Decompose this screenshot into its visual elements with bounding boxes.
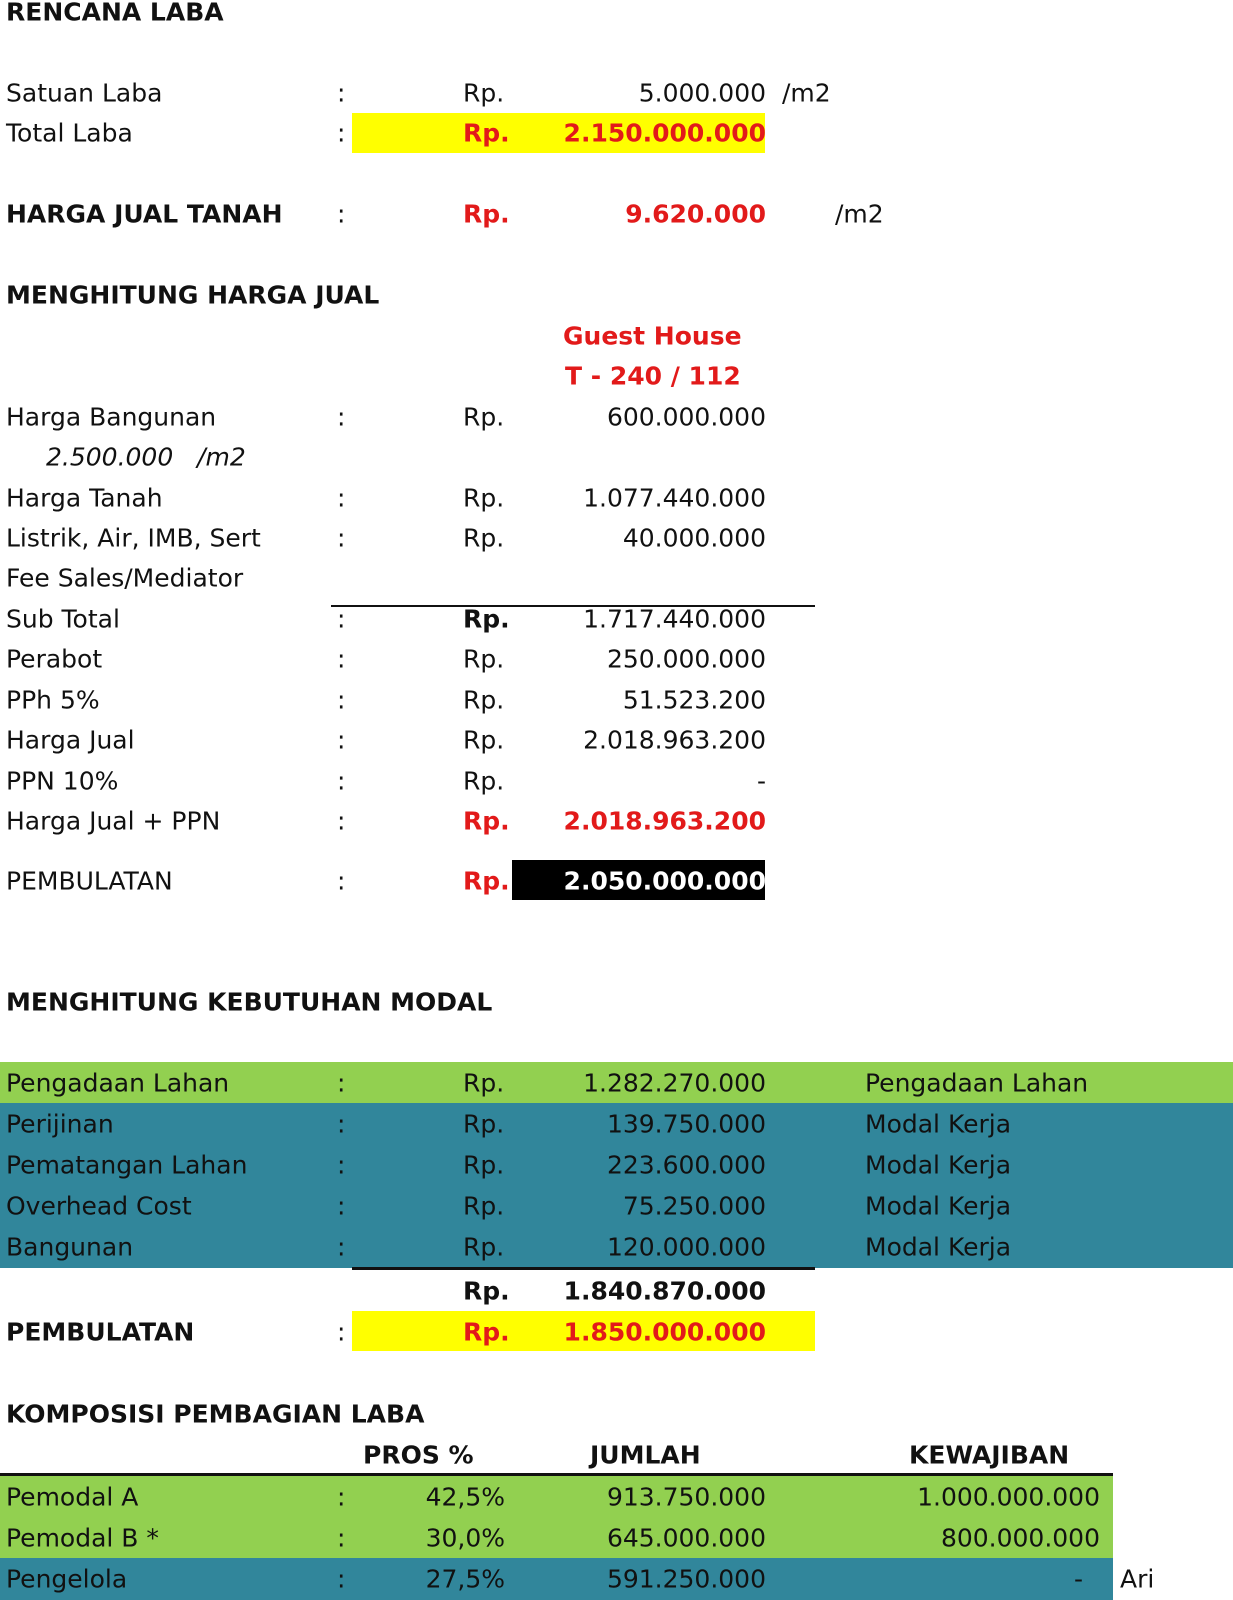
row-label: Harga Tanah bbox=[6, 483, 163, 512]
row-category: Pengadaan Lahan bbox=[865, 1068, 1089, 1097]
currency-label: Rp. bbox=[463, 1150, 505, 1179]
row-value: 1.077.440.000 bbox=[583, 483, 766, 512]
currency-label: Rp. bbox=[463, 766, 505, 795]
jumlah-value: 913.750.000 bbox=[606, 1482, 766, 1511]
currency-label: Rp. bbox=[463, 1276, 510, 1305]
product-type: T - 240 / 112 bbox=[565, 361, 741, 390]
pph-row bbox=[0, 679, 1233, 720]
kebutuhan-modal-title: MENGHITUNG KEBUTUHAN MODAL bbox=[6, 987, 493, 1016]
colon: : bbox=[337, 78, 346, 107]
harga-bangunan-rate-row bbox=[0, 436, 1233, 477]
product-name-row bbox=[0, 315, 1233, 356]
komposisi-title: KOMPOSISI PEMBAGIAN LABA bbox=[6, 1399, 425, 1428]
harga-jual-row bbox=[0, 719, 1233, 760]
colon: : bbox=[337, 483, 346, 512]
currency-label: Rp. bbox=[463, 199, 510, 228]
row-value: 2.018.963.200 bbox=[563, 806, 766, 835]
row-category: Modal Kerja bbox=[865, 1109, 1012, 1138]
currency-label: Rp. bbox=[463, 604, 510, 633]
row-value: 2.018.963.200 bbox=[583, 725, 766, 754]
perabot-row bbox=[0, 638, 1233, 679]
jumlah-value: 591.250.000 bbox=[606, 1564, 766, 1593]
row-label: Harga Jual + PPN bbox=[6, 806, 221, 835]
harga-jual-tanah-row bbox=[0, 193, 1233, 234]
currency-label: Rp. bbox=[463, 644, 505, 673]
currency-label: Rp. bbox=[463, 1232, 505, 1261]
harga-jual-tanah-value: 9.620.000 bbox=[625, 199, 766, 228]
fee-sales-row bbox=[0, 557, 1233, 598]
pembulatan-harga-value: 2.050.000.000 bbox=[563, 866, 766, 895]
colon: : bbox=[337, 1317, 346, 1346]
colon: : bbox=[337, 725, 346, 754]
pros-value: 27,5% bbox=[425, 1564, 505, 1593]
row-note: Ari bbox=[1120, 1564, 1155, 1593]
komposisi-row bbox=[0, 1476, 1233, 1517]
harga-jual-tanah-unit: /m2 bbox=[835, 199, 884, 228]
satuan-laba-value: 5.000.000 bbox=[638, 78, 766, 107]
total-laba-row bbox=[0, 112, 1233, 153]
row-label: Pematangan Lahan bbox=[6, 1150, 248, 1179]
row-value: 51.523.200 bbox=[622, 685, 766, 714]
modal-row bbox=[0, 1062, 1233, 1103]
modal-row bbox=[0, 1103, 1233, 1144]
row-label: PPh 5% bbox=[6, 685, 100, 714]
currency-label: Rp. bbox=[463, 1191, 505, 1220]
modal-total-row bbox=[0, 1270, 1233, 1311]
satuan-laba-label: Satuan Laba bbox=[6, 78, 163, 107]
row-value: 139.750.000 bbox=[606, 1109, 766, 1138]
menghitung-harga-jual-title: MENGHITUNG HARGA JUAL bbox=[6, 280, 380, 309]
currency-label: Rp. bbox=[463, 725, 505, 754]
harga-tanah-row bbox=[0, 477, 1233, 518]
currency-label: Rp. bbox=[463, 483, 505, 512]
total-laba-label: Total Laba bbox=[6, 118, 133, 147]
row-category: Modal Kerja bbox=[865, 1191, 1012, 1220]
currency-label: Rp. bbox=[463, 866, 510, 895]
currency-label: Rp. bbox=[463, 806, 510, 835]
colon: : bbox=[337, 118, 346, 147]
row-value: - bbox=[756, 766, 766, 795]
currency-label: Rp. bbox=[463, 1317, 510, 1346]
row-label: Perijinan bbox=[6, 1109, 114, 1138]
komposisi-title-row bbox=[0, 1393, 1233, 1434]
row-category: Modal Kerja bbox=[865, 1150, 1012, 1179]
row-value: 120.000.000 bbox=[606, 1232, 766, 1261]
colon: : bbox=[337, 1232, 346, 1261]
colon: : bbox=[337, 402, 346, 431]
currency-label: Rp. bbox=[463, 118, 510, 147]
modal-pembulatan-value: 1.850.000.000 bbox=[563, 1317, 766, 1346]
sub-total-row bbox=[0, 598, 1233, 639]
modal-row bbox=[0, 1185, 1233, 1226]
row-value: 1.717.440.000 bbox=[583, 604, 766, 633]
colon: : bbox=[337, 644, 346, 673]
currency-label: Rp. bbox=[463, 78, 505, 107]
row-label: Bangunan bbox=[6, 1232, 134, 1261]
colon: : bbox=[337, 766, 346, 795]
colon: : bbox=[337, 199, 346, 228]
currency-label: Rp. bbox=[463, 523, 505, 552]
row-value: 250.000.000 bbox=[606, 644, 766, 673]
colon: : bbox=[337, 1109, 346, 1138]
row-label: Harga Bangunan bbox=[6, 402, 217, 431]
pembulatan-harga-row bbox=[0, 860, 1233, 901]
ppn-row bbox=[0, 760, 1233, 801]
modal-pembulatan-label: PEMBULATAN bbox=[6, 1317, 195, 1346]
menghitung-harga-jual-title-row bbox=[0, 274, 1233, 315]
colon: : bbox=[337, 523, 346, 552]
colon: : bbox=[337, 1482, 346, 1511]
modal-total-value: 1.840.870.000 bbox=[563, 1276, 766, 1305]
colon: : bbox=[337, 1523, 346, 1552]
pros-header: PROS % bbox=[363, 1440, 474, 1469]
harga-jual-ppn-row bbox=[0, 800, 1233, 841]
kewajiban-header: KEWAJIBAN bbox=[909, 1440, 1070, 1469]
pros-value: 42,5% bbox=[425, 1482, 505, 1511]
row-label: PEMBULATAN bbox=[6, 866, 173, 895]
row-label: Pengelola bbox=[6, 1564, 128, 1593]
pros-value: 30,0% bbox=[425, 1523, 505, 1552]
product-name: Guest House bbox=[563, 321, 742, 350]
row-value: 600.000.000 bbox=[606, 402, 766, 431]
bangunan-rate-note: 2.500.000 /m2 bbox=[46, 442, 246, 471]
row-value: 75.250.000 bbox=[622, 1191, 766, 1220]
currency-label: Rp. bbox=[463, 685, 505, 714]
colon: : bbox=[337, 1191, 346, 1220]
row-label: Perabot bbox=[6, 644, 103, 673]
colon: : bbox=[337, 604, 346, 633]
listrik-row bbox=[0, 517, 1233, 558]
satuan-laba-unit: /m2 bbox=[782, 78, 831, 107]
jumlah-header: JUMLAH bbox=[590, 1440, 701, 1469]
rencana-laba-title: RENCANA LABA bbox=[6, 0, 224, 26]
row-value: 1.282.270.000 bbox=[583, 1068, 766, 1097]
currency-label: Rp. bbox=[463, 1068, 505, 1097]
satuan-laba-row bbox=[0, 72, 1233, 113]
jumlah-value: 645.000.000 bbox=[606, 1523, 766, 1552]
row-label: Pemodal A bbox=[6, 1482, 139, 1511]
currency-label: Rp. bbox=[463, 402, 505, 431]
row-label: Pemodal B * bbox=[6, 1523, 159, 1552]
row-value: 40.000.000 bbox=[622, 523, 766, 552]
product-type-row bbox=[0, 355, 1233, 396]
kebutuhan-modal-title-row bbox=[0, 981, 1233, 1022]
harga-jual-tanah-label: HARGA JUAL TANAH bbox=[6, 199, 283, 228]
colon: : bbox=[337, 1150, 346, 1179]
row-label: PPN 10% bbox=[6, 766, 119, 795]
harga-bangunan-row bbox=[0, 396, 1233, 437]
currency-label: Rp. bbox=[463, 1109, 505, 1138]
row-label: Overhead Cost bbox=[6, 1191, 192, 1220]
row-label: Sub Total bbox=[6, 604, 120, 633]
row-value: 223.600.000 bbox=[606, 1150, 766, 1179]
total-laba-value: 2.150.000.000 bbox=[563, 118, 766, 147]
kewajiban-value: - bbox=[1073, 1564, 1083, 1593]
colon: : bbox=[337, 685, 346, 714]
modal-pembulatan-row bbox=[0, 1311, 1233, 1352]
modal-row bbox=[0, 1226, 1233, 1267]
colon: : bbox=[337, 1068, 346, 1097]
colon: : bbox=[337, 1564, 346, 1593]
rencana-laba-title-row bbox=[0, 0, 1233, 32]
modal-row bbox=[0, 1144, 1233, 1185]
colon: : bbox=[337, 866, 346, 895]
kewajiban-value: 800.000.000 bbox=[940, 1523, 1100, 1552]
komposisi-row bbox=[0, 1517, 1233, 1558]
row-label: Pengadaan Lahan bbox=[6, 1068, 230, 1097]
komposisi-row bbox=[0, 1558, 1233, 1599]
row-category: Modal Kerja bbox=[865, 1232, 1012, 1261]
kewajiban-value: 1.000.000.000 bbox=[917, 1482, 1100, 1511]
row-label: Listrik, Air, IMB, Sert bbox=[6, 523, 261, 552]
colon: : bbox=[337, 806, 346, 835]
komposisi-header-row bbox=[0, 1434, 1233, 1475]
row-label: Fee Sales/Mediator bbox=[6, 563, 244, 592]
row-label: Harga Jual bbox=[6, 725, 135, 754]
